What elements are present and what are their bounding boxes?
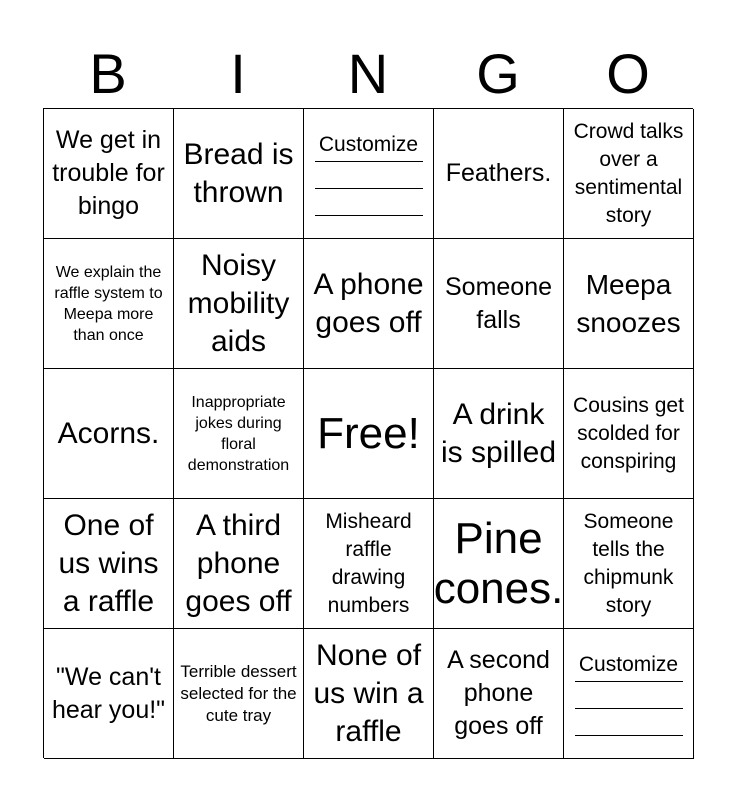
bingo-cell-text: Customize [318, 133, 419, 156]
bingo-cell-text: Noisy mobility aids [187, 248, 290, 358]
bingo-cell-text: Pine cones. [434, 513, 564, 613]
bingo-cell-text: Terrible dessert selected for the cute tray [180, 661, 297, 725]
blank-line [575, 708, 683, 709]
bingo-cell-r5-c4[interactable] [434, 629, 564, 759]
bingo-cell-text: Feathers. [445, 159, 552, 187]
customize-blank-lines [315, 161, 423, 216]
bingo-cell-text: None of us win a raffle [313, 638, 424, 748]
bingo-cell-r2-c1[interactable] [44, 239, 174, 369]
bingo-cell-text: A phone goes off [313, 267, 424, 339]
bingo-cell-text: One of us wins a raffle [58, 508, 159, 618]
bingo-cell-text: Inappropriate jokes during floral demonstration [187, 393, 290, 474]
bingo-cell-r1-c1[interactable] [44, 109, 174, 239]
bingo-cell-r2-c5[interactable] [564, 239, 694, 369]
bingo-cell-text: Misheard raffle drawing numbers [325, 509, 412, 617]
bingo-cell-r4-c4[interactable] [434, 499, 564, 629]
bingo-cell-r5-c5[interactable] [564, 629, 694, 759]
bingo-cell-r3-c1[interactable] [44, 369, 174, 499]
bingo-cell-text: Customize [578, 653, 679, 676]
bingo-cell-text: We get in trouble for bingo [52, 126, 165, 220]
bingo-cell-r2-c4[interactable] [434, 239, 564, 369]
bingo-cell-r5-c3[interactable] [304, 629, 434, 759]
bingo-cell-text: Someone falls [444, 272, 553, 334]
bingo-cell-r1-c2[interactable] [174, 109, 304, 239]
bingo-card-grid [43, 108, 693, 758]
bingo-cell-r3-c3[interactable] [304, 369, 434, 499]
bingo-cell-r3-c4[interactable] [434, 369, 564, 499]
bingo-cell-text: Acorns. [57, 416, 160, 450]
bingo-cell-r3-c5[interactable] [564, 369, 694, 499]
bingo-cell-r5-c2[interactable] [174, 629, 304, 759]
bingo-cell-r2-c2[interactable] [174, 239, 304, 369]
bingo-cell-r1-c3[interactable] [304, 109, 434, 239]
bingo-cell-text: Free! [317, 408, 420, 458]
bingo-cell-r5-c1[interactable] [44, 629, 174, 759]
bingo-cell-r3-c2[interactable] [174, 369, 304, 499]
bingo-cell-text: A third phone goes off [185, 508, 292, 618]
bingo-cell-text: Crowd talks over a sentimental story [573, 119, 684, 227]
bingo-cell-text: Someone tells the chipmunk story [583, 509, 674, 617]
bingo-header [43, 40, 693, 108]
header-letter-n: N [347, 42, 389, 105]
bingo-cell-text: Meepa snoozes [576, 268, 681, 338]
bingo-cell-r4-c3[interactable] [304, 499, 434, 629]
bingo-cell-r2-c3[interactable] [304, 239, 434, 369]
bingo-cell-text: Bread is thrown [183, 137, 294, 209]
bingo-cell-r4-c2[interactable] [174, 499, 304, 629]
bingo-cell-r1-c5[interactable] [564, 109, 694, 239]
bingo-cell-text: "We can't hear you!" [51, 662, 166, 724]
blank-line [315, 215, 423, 216]
bingo-cell-r1-c4[interactable] [434, 109, 564, 239]
blank-line [315, 188, 423, 189]
header-letter-g: G [476, 42, 520, 105]
blank-line [575, 681, 683, 682]
bingo-cell-r4-c1[interactable] [44, 499, 174, 629]
bingo-cell-text: Cousins get scolded for conspiring [573, 393, 684, 473]
bingo-cell-text: A second phone goes off [447, 646, 550, 740]
blank-line [575, 735, 683, 736]
customize-blank-lines [575, 681, 683, 736]
header-letter-i: I [230, 42, 246, 105]
header-letter-o: O [606, 42, 650, 105]
bingo-cell-r4-c5[interactable] [564, 499, 694, 629]
blank-line [315, 161, 423, 162]
bingo-cell-text: We explain the raffle system to Meepa more than once [54, 263, 163, 344]
bingo-cell-text: A drink is spilled [440, 397, 557, 469]
header-letter-b: B [89, 42, 127, 105]
